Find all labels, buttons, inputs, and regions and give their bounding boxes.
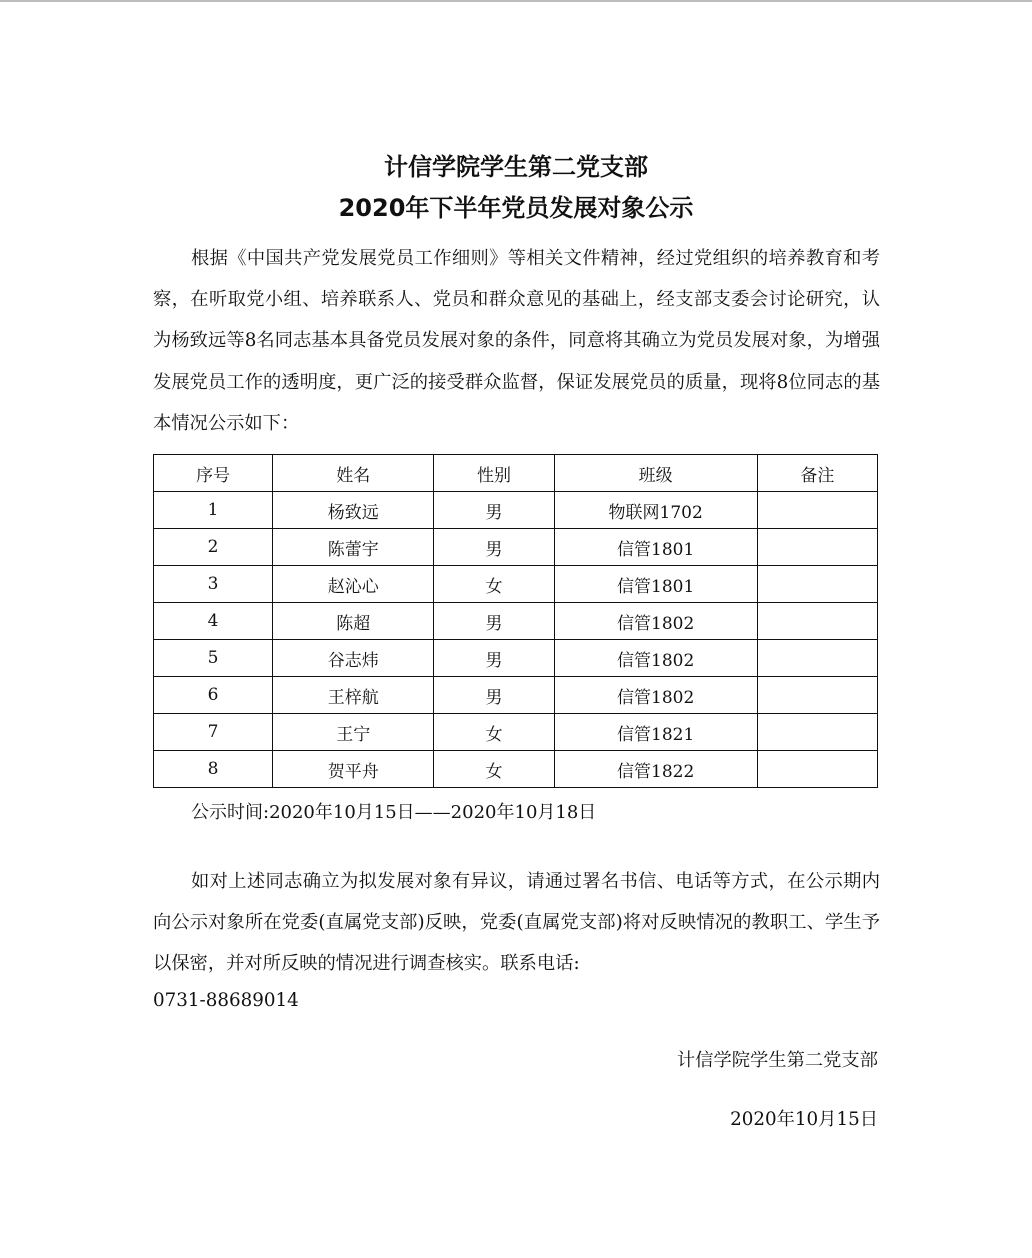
publicity-period: 公示时间:2020年10月15日——2020年10月18日 <box>191 802 597 823</box>
header-name: 姓名 <box>273 455 434 492</box>
cell-gender: 男 <box>434 640 554 677</box>
cell-note <box>757 566 877 603</box>
cell-name: 谷志炜 <box>273 640 434 677</box>
signature: 计信学院学生第二党支部 <box>676 1050 878 1071</box>
cell-no: 2 <box>154 529 273 566</box>
cell-class: 物联网1702 <box>554 492 757 529</box>
cell-class: 信管1822 <box>554 751 757 788</box>
table-row <box>154 566 878 603</box>
cell-no: 7 <box>154 714 273 751</box>
table-row <box>154 677 878 714</box>
cell-name: 陈蕾宇 <box>273 529 434 566</box>
cell-note <box>757 677 877 714</box>
cell-name: 杨致远 <box>273 492 434 529</box>
cell-note <box>757 751 877 788</box>
cell-no: 1 <box>154 492 273 529</box>
cell-note <box>757 714 877 751</box>
cell-gender: 女 <box>434 714 554 751</box>
cell-no: 5 <box>154 640 273 677</box>
table-header-row <box>154 455 878 492</box>
table-row <box>154 751 878 788</box>
cell-class: 信管1801 <box>554 529 757 566</box>
contact-phone: 0731-88689014 <box>153 990 299 1011</box>
cell-gender: 男 <box>434 603 554 640</box>
intro-paragraph: 根据《中国共产党发展党员工作细则》等相关文件精神，经过党组织的培养教育和考察，在听取党小组、培养联系人、党员和群众意见的基础上，经支部支委会讨论研究，认为杨致远等8名同志基本具备党员发展对象的条件，同意将其确立为党员发展对象，为增强发展党员工作的透明度，更广泛的接受群众监督，保证发展党员的质量，现将8位同志的基本情况公示如下： <box>153 248 880 434</box>
cell-class: 信管1802 <box>554 603 757 640</box>
cell-note <box>757 603 877 640</box>
cell-gender: 女 <box>434 566 554 603</box>
cell-class: 信管1802 <box>554 677 757 714</box>
cell-gender: 男 <box>434 492 554 529</box>
cell-gender: 男 <box>434 677 554 714</box>
cell-note <box>757 640 877 677</box>
cell-no: 3 <box>154 566 273 603</box>
issue-date: 2020年10月15日 <box>730 1109 878 1130</box>
title-line-1: 计信学院学生第二党支部 <box>384 153 648 181</box>
header-no: 序号 <box>154 455 273 492</box>
cell-class: 信管1801 <box>554 566 757 603</box>
header-note: 备注 <box>757 455 877 492</box>
cell-no: 6 <box>154 677 273 714</box>
cell-no: 8 <box>154 751 273 788</box>
cell-class: 信管1821 <box>554 714 757 751</box>
cell-class: 信管1802 <box>554 640 757 677</box>
header-class: 班级 <box>554 455 757 492</box>
cell-name: 赵沁心 <box>273 566 434 603</box>
table-row <box>154 529 878 566</box>
cell-name: 贺平舟 <box>273 751 434 788</box>
header-gender: 性别 <box>434 455 554 492</box>
cell-name: 王宁 <box>273 714 434 751</box>
table-row <box>154 492 878 529</box>
table-row <box>154 714 878 751</box>
cell-note <box>757 529 877 566</box>
title-line-2: 2020年下半年党员发展对象公示 <box>338 194 694 222</box>
cell-name: 王梓航 <box>273 677 434 714</box>
cell-no: 4 <box>154 603 273 640</box>
cell-gender: 男 <box>434 529 554 566</box>
cell-name: 陈超 <box>273 603 434 640</box>
cell-gender: 女 <box>434 751 554 788</box>
objection-paragraph: 如对上述同志确立为拟发展对象有异议，请通过署名书信、电话等方式，在公示期内向公示对象所在党委(直属党支部)反映，党委(直属党支部)将对反映情况的教职工、学生予以保密，并对所反映的情况进行调查核实。联系电话: <box>153 871 880 975</box>
table-row <box>154 603 878 640</box>
cell-note <box>757 492 877 529</box>
candidate-table <box>153 454 878 788</box>
page-top-border <box>0 0 1032 2</box>
table-row <box>154 640 878 677</box>
